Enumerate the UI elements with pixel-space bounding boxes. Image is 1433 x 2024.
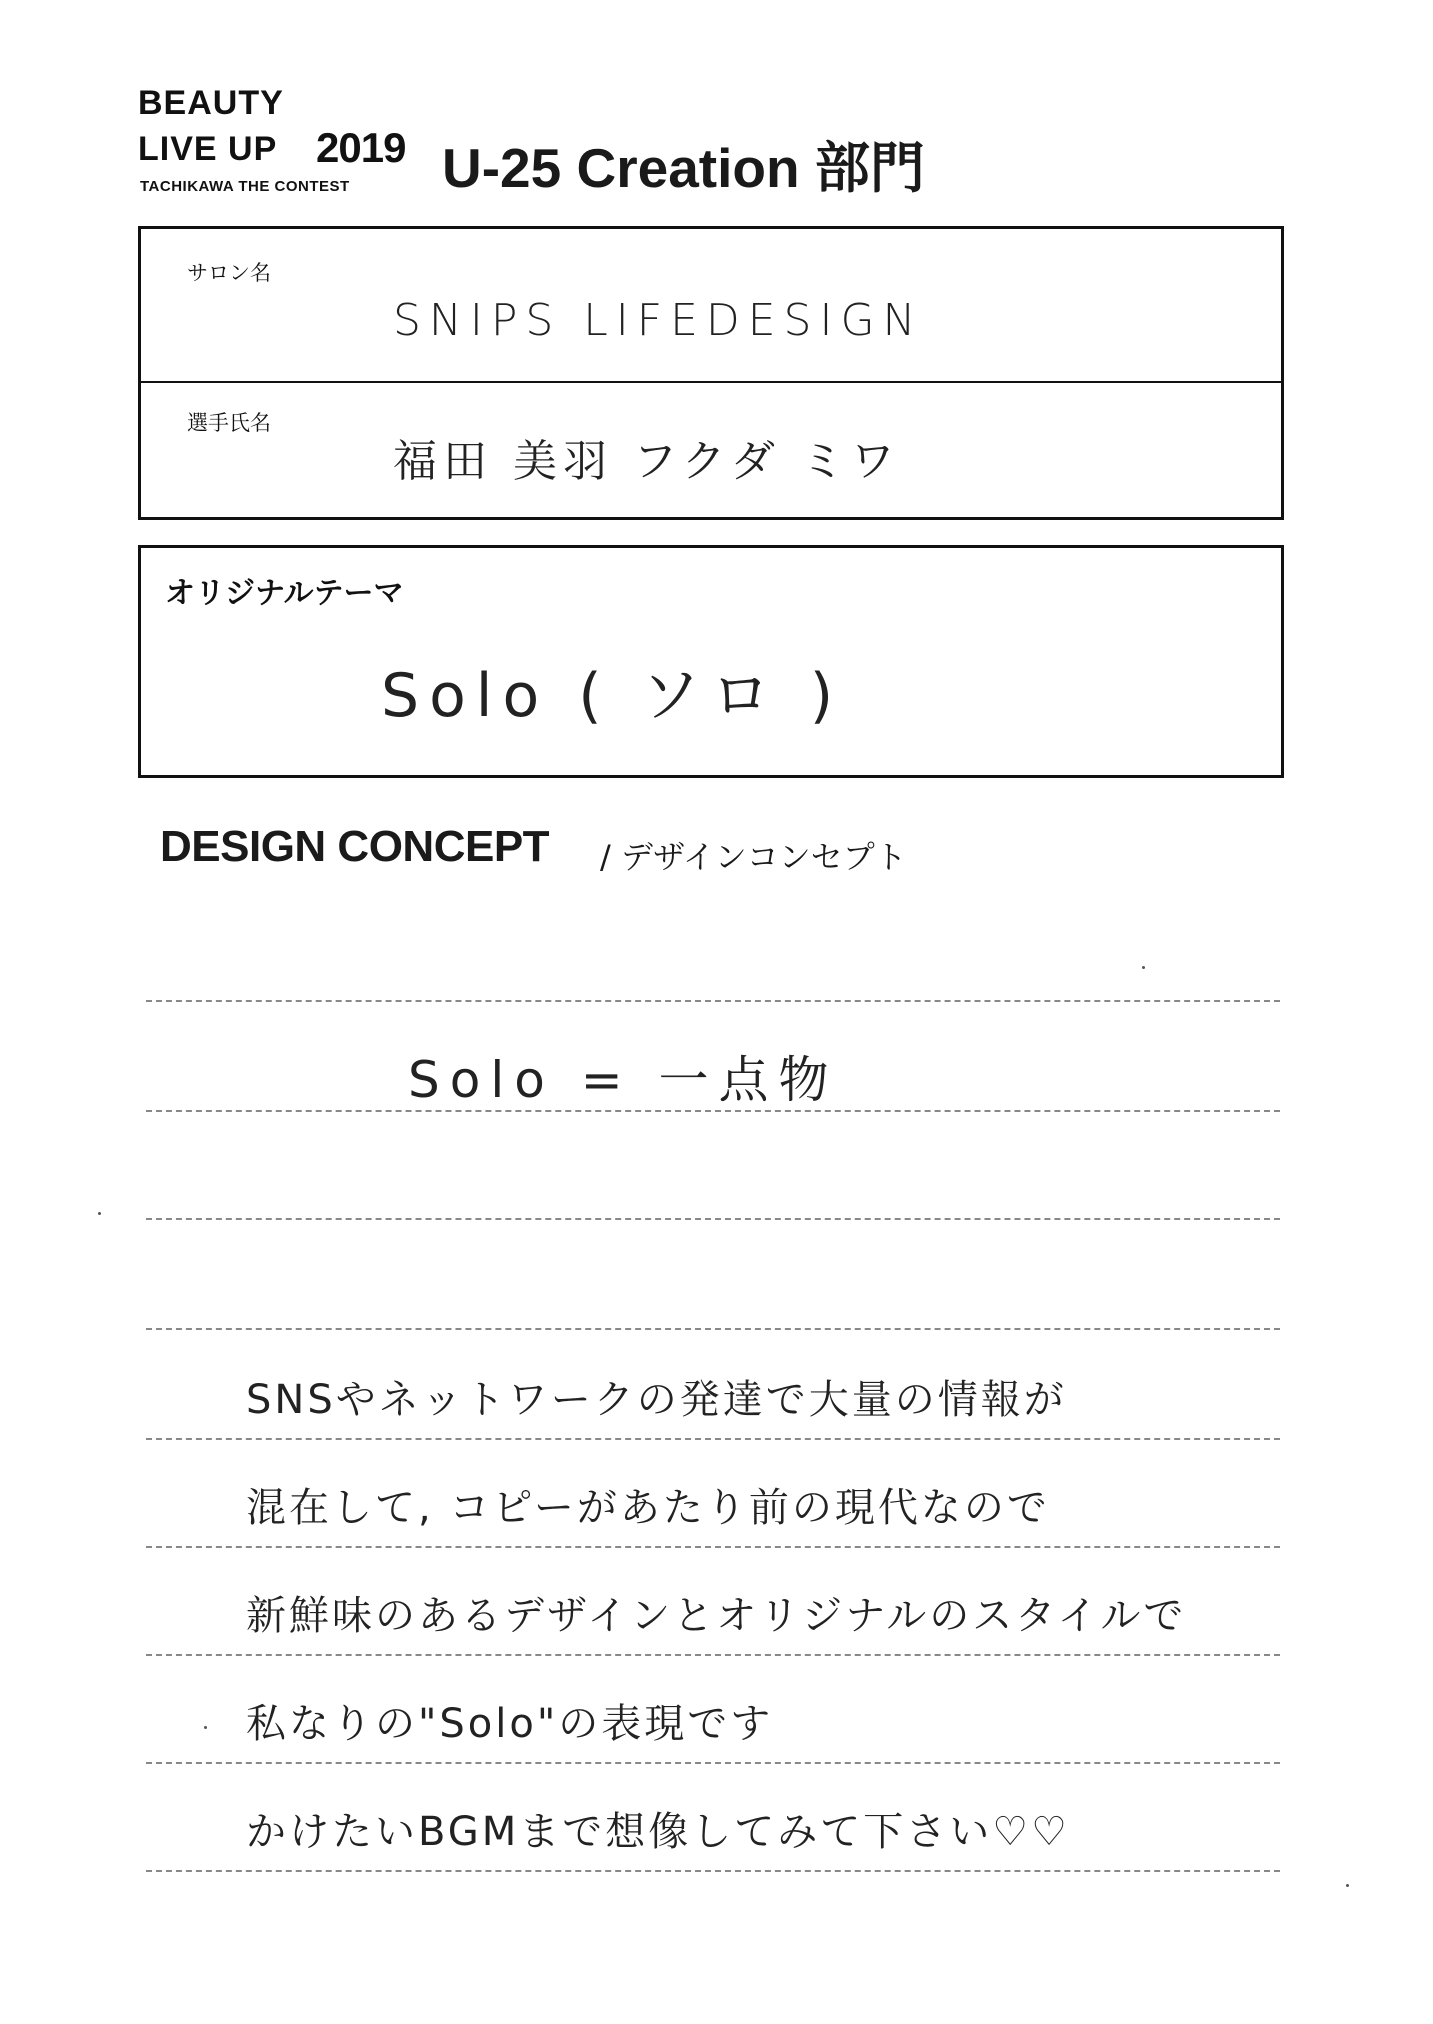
ruled-line (146, 1438, 1280, 1440)
theme-value: Solo ( ソロ ) (381, 661, 844, 731)
ruled-line (146, 1000, 1280, 1002)
ruled-line (146, 1762, 1280, 1764)
ruled-line (146, 1546, 1280, 1548)
scan-speck (1346, 1884, 1349, 1887)
design-concept-title: DESIGN CONCEPT (160, 822, 550, 871)
concept-line: 私なりの"Solo"の表現です (246, 1701, 774, 1747)
concept-line: かけたいBGMまで想像してみて下さい♡♡ (246, 1809, 1070, 1855)
info-divider (141, 381, 1281, 383)
player-label: 選手氏名 (187, 411, 271, 435)
scan-speck (98, 1212, 101, 1215)
section-title: U-25 Creation 部門 (442, 137, 925, 199)
design-concept-subtitle: / デザインコンセプト (600, 838, 907, 876)
ruled-line (146, 1654, 1280, 1656)
info-box (138, 226, 1284, 520)
logo-subtitle: TACHIKAWA THE CONTEST (140, 178, 350, 195)
player-value: 福田 美羽 フクダ ミワ (393, 436, 901, 487)
concept-line: 混在して, コピーがあたり前の現代なので (246, 1485, 1050, 1531)
concept-line: Solo = 一点物 (408, 1051, 839, 1109)
salon-label: サロン名 (187, 261, 271, 285)
theme-box (138, 545, 1284, 778)
concept-line: SNSやネットワークの発達で大量の情報が (246, 1377, 1067, 1423)
ruled-line (146, 1218, 1280, 1220)
concept-line: 新鮮味のあるデザインとオリジナルのスタイルで (246, 1593, 1187, 1639)
scan-speck (204, 1726, 207, 1729)
logo-beauty: BEAUTY (138, 84, 284, 122)
ruled-line (146, 1870, 1280, 1872)
logo-live-up: LIVE UP (138, 130, 278, 168)
logo-year: 2019 (316, 124, 406, 171)
salon-value: SNIPS LIFEDESIGN (393, 295, 924, 346)
scan-speck (1142, 966, 1145, 969)
theme-label: オリジナルテーマ (165, 576, 404, 611)
ruled-line (146, 1328, 1280, 1330)
